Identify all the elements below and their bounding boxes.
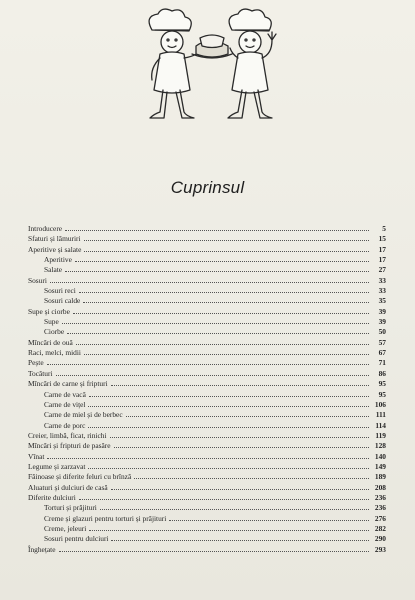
toc-entry	[28, 545, 386, 555]
dot-leader	[88, 421, 369, 428]
toc-entry-page-number: 119	[375, 430, 386, 440]
toc-entry	[28, 245, 386, 255]
toc-entry	[28, 224, 386, 234]
toc-entry	[28, 534, 386, 544]
toc-entry-page-number: 33	[378, 286, 386, 296]
dot-leader	[89, 524, 369, 531]
two-chefs-with-cake-icon	[130, 8, 290, 138]
dot-leader	[83, 296, 369, 303]
toc-entry	[28, 421, 386, 431]
toc-entry-page-number: 290	[374, 534, 386, 544]
toc-entry-page-number: 189	[374, 472, 386, 482]
toc-entry-label: Raci, melci, midii	[28, 348, 81, 358]
toc-entry-page-number: 86	[378, 368, 386, 378]
toc-entry-page-number: 27	[378, 265, 386, 275]
toc-entry-page-number: 111	[375, 410, 386, 420]
toc-entry-label: Supe	[44, 317, 59, 327]
toc-entry-page-number: 50	[378, 327, 386, 337]
toc-entry	[28, 234, 386, 244]
toc-entry-label: Supe și ciorbe	[28, 306, 70, 316]
toc-entry-label: Aperitive și salate	[28, 244, 82, 254]
toc-entry-label: Sosuri pentru dulciuri	[44, 534, 109, 544]
dot-leader	[88, 462, 369, 469]
toc-entry-label: Aluaturi și dulciuri de casă	[28, 482, 108, 492]
toc-entry-label: Sfaturi și lămuriri	[28, 234, 81, 244]
toc-entry	[28, 400, 386, 410]
toc-entry	[28, 327, 386, 337]
toc-entry	[28, 390, 386, 400]
dot-leader	[47, 358, 369, 365]
toc-entry-page-number: 236	[374, 503, 386, 513]
toc-entry-page-number: 128	[374, 441, 386, 451]
toc-entry	[28, 472, 386, 482]
toc-entry	[28, 493, 386, 503]
page-title: Cuprinsul	[170, 178, 245, 197]
toc-entry-page-number: 208	[374, 482, 386, 492]
toc-entry-label: Făinoase și diferite feluri cu brînză	[28, 472, 132, 482]
toc-entry	[28, 338, 386, 348]
toc-entry	[28, 358, 386, 368]
dot-leader	[59, 545, 370, 552]
toc-entry-page-number: 35	[378, 296, 386, 306]
toc-entry-page-number: 39	[378, 317, 386, 327]
dot-leader	[73, 307, 369, 314]
toc-entry-label: Creier, limbă, ficat, rinichi	[28, 430, 107, 440]
toc-entry-label: Salate	[44, 265, 63, 275]
toc-entry-label: Torturi și prăjituri	[44, 503, 97, 513]
toc-entry	[28, 483, 386, 493]
toc-entry-page-number: 293	[374, 544, 386, 554]
toc-entry-label: Sosuri calde	[44, 296, 81, 306]
dot-leader	[114, 441, 370, 448]
toc-entry	[28, 379, 386, 389]
toc-entry	[28, 441, 386, 451]
dot-leader	[88, 400, 369, 407]
dot-leader	[100, 503, 369, 510]
dot-leader	[111, 534, 369, 541]
toc-entry	[28, 296, 386, 306]
toc-entry-page-number: 276	[374, 513, 386, 523]
toc-entry	[28, 410, 386, 420]
toc-entry-page-number: 33	[378, 275, 386, 285]
toc-entry-page-number: 17	[378, 244, 386, 254]
toc-entry-page-number: 149	[374, 461, 386, 471]
dot-leader	[79, 493, 369, 500]
toc-entry	[28, 514, 386, 524]
toc-entry-page-number: 15	[378, 234, 386, 244]
toc-entry-label: Înghețate	[28, 544, 56, 554]
toc-entry-label: Diferite dulciuri	[28, 492, 76, 502]
toc-entry-label: Mîncări de ouă	[28, 337, 73, 347]
dot-leader	[110, 431, 369, 438]
dot-leader	[47, 452, 369, 459]
toc-entry-page-number: 236	[374, 492, 386, 502]
toc-entry-page-number: 17	[378, 255, 386, 265]
dot-leader	[84, 348, 369, 355]
dot-leader	[76, 338, 369, 345]
toc-entry	[28, 255, 386, 265]
toc-entry-page-number: 106	[374, 399, 386, 409]
toc-entry	[28, 276, 386, 286]
dot-leader	[134, 472, 369, 479]
toc-entry-page-number: 71	[378, 358, 386, 368]
dot-leader	[79, 286, 369, 293]
toc-entry	[28, 524, 386, 534]
toc-entry-label: Aperitive	[44, 255, 72, 265]
toc-entry-page-number: 67	[378, 348, 386, 358]
toc-entry	[28, 286, 386, 296]
dot-leader	[169, 514, 369, 521]
toc-entry-label: Carne de vacă	[44, 389, 86, 399]
toc-entry	[28, 452, 386, 462]
toc-entry-label: Mîncări de carne și fripturi	[28, 379, 108, 389]
toc-entry-label: Vînat	[28, 451, 45, 461]
toc-entry	[28, 348, 386, 358]
toc-entry-label: Sosuri	[28, 275, 47, 285]
toc-entry-label: Creme și glazuri pentru torturi și prăjituri	[44, 513, 167, 523]
dot-leader	[65, 224, 369, 231]
toc-entry-label: Sosuri reci	[44, 286, 76, 296]
dot-leader	[56, 369, 369, 376]
toc-entry-page-number: 282	[374, 523, 386, 533]
toc-entry-page-number: 95	[378, 379, 386, 389]
toc-entry-label: Introducere	[28, 224, 63, 233]
dot-leader	[111, 379, 369, 386]
dot-leader	[126, 410, 369, 417]
dot-leader	[62, 317, 369, 324]
dot-leader	[84, 245, 369, 252]
toc-entry	[28, 462, 386, 472]
toc-entry-label: Legume și zarzavat	[28, 461, 86, 471]
toc-entry-label: Creme, jeleuri	[44, 523, 87, 533]
toc-entry-label: Carne de vițel	[44, 399, 86, 409]
toc-entry-label: Carne de miel și de berbec	[44, 410, 123, 420]
toc-entry-page-number: 5	[382, 224, 386, 233]
toc-entry-page-number: 39	[378, 306, 386, 316]
toc-entry	[28, 307, 386, 317]
toc-entry	[28, 265, 386, 275]
toc-entry-page-number: 95	[378, 389, 386, 399]
toc-entry	[28, 317, 386, 327]
dot-leader	[50, 276, 369, 283]
dot-leader	[111, 483, 369, 490]
toc-entry	[28, 431, 386, 441]
toc-entry-page-number: 57	[378, 337, 386, 347]
dot-leader	[75, 255, 369, 262]
toc-entry	[28, 369, 386, 379]
toc-entry-label: Carne de porc	[44, 420, 86, 430]
toc-entry-label: Tocături	[28, 368, 53, 378]
dot-leader	[65, 265, 369, 272]
dot-leader	[89, 390, 369, 397]
toc-entry-page-number: 114	[375, 420, 386, 430]
toc-entry-label: Mîncări și fripturi de pasăre	[28, 441, 111, 451]
toc-entry-page-number: 140	[374, 451, 386, 461]
table-of-contents	[28, 224, 386, 555]
dot-leader	[84, 234, 369, 241]
dot-leader	[67, 327, 369, 334]
toc-entry-label: Pește	[28, 358, 44, 368]
toc-entry-label: Ciorbe	[44, 327, 65, 337]
toc-entry	[28, 503, 386, 513]
